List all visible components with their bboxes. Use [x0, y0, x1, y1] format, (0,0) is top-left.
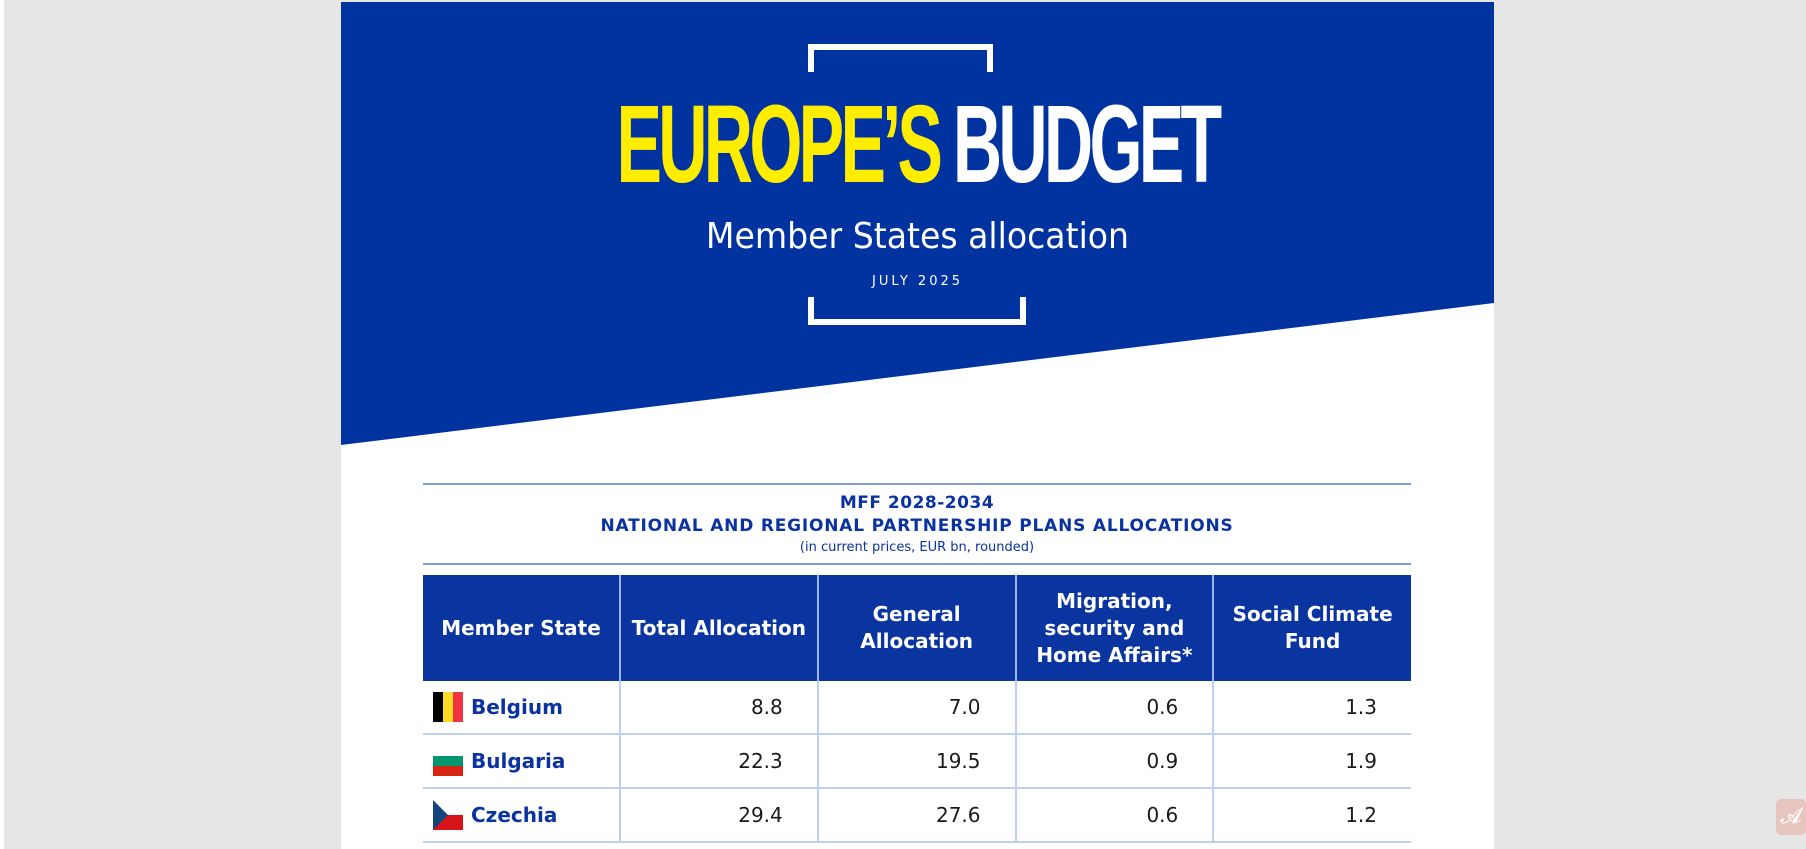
table-heading	[423, 485, 1411, 563]
frame-bottom-bracket	[808, 297, 1026, 325]
page-subtitle: Member States allocation	[705, 216, 1130, 257]
allocation-table-section	[423, 483, 1411, 843]
allocation-table	[423, 575, 1411, 843]
header-banner	[341, 2, 1494, 447]
table-heading-units: (in current prices, EUR bn, rounded)	[799, 540, 1035, 555]
country-name: Belgium	[471, 695, 563, 719]
column-header-member-state: Member State	[423, 575, 620, 681]
column-header-total: Total Allocation	[620, 575, 818, 681]
viewer-edge	[0, 0, 4, 849]
table-heading-period: MFF 2028-2034	[839, 493, 995, 513]
document-page	[341, 2, 1494, 849]
total-allocation-cell: 8.8	[620, 681, 818, 734]
social-climate-cell: 1.2	[1213, 788, 1411, 842]
title-highlight: EUROPE’S	[616, 83, 940, 206]
page-title	[560, 83, 1275, 206]
title-rest: BUDGET	[952, 83, 1219, 206]
table-heading-rule	[423, 563, 1411, 565]
total-allocation-cell: 29.4	[620, 788, 818, 842]
country-name: Czechia	[471, 803, 558, 827]
migration-cell: 0.9	[1016, 734, 1214, 788]
column-header-general: General Allocation	[818, 575, 1016, 681]
table-row	[423, 681, 1411, 734]
general-allocation-cell: 27.6	[818, 788, 1016, 842]
table-header-row	[423, 575, 1411, 681]
migration-cell: 0.6	[1016, 681, 1214, 734]
social-climate-cell: 1.3	[1213, 681, 1411, 734]
migration-cell: 0.6	[1016, 788, 1214, 842]
member-state-cell	[423, 734, 620, 788]
member-state-cell	[423, 681, 620, 734]
member-state-cell	[423, 788, 620, 842]
publication-date: JULY 2025	[871, 274, 964, 289]
country-name: Bulgaria	[471, 749, 566, 773]
czechia-flag-icon	[433, 800, 463, 830]
total-allocation-cell: 22.3	[620, 734, 818, 788]
table-row	[423, 788, 1411, 842]
belgium-flag-icon	[433, 692, 463, 722]
frame-top-bracket	[808, 44, 993, 72]
social-climate-cell: 1.9	[1213, 734, 1411, 788]
column-header-social-climate: Social Climate Fund	[1213, 575, 1411, 681]
table-heading-title: NATIONAL AND REGIONAL PARTNERSHIP PLANS ALLOCATIONS	[600, 516, 1234, 536]
pdf-icon[interactable]: 𝓐	[1776, 799, 1806, 835]
table-row	[423, 734, 1411, 788]
general-allocation-cell: 7.0	[818, 681, 1016, 734]
column-header-migration: Migration, security and Home Affairs*	[1016, 575, 1214, 681]
general-allocation-cell: 19.5	[818, 734, 1016, 788]
bulgaria-flag-icon	[433, 746, 463, 776]
